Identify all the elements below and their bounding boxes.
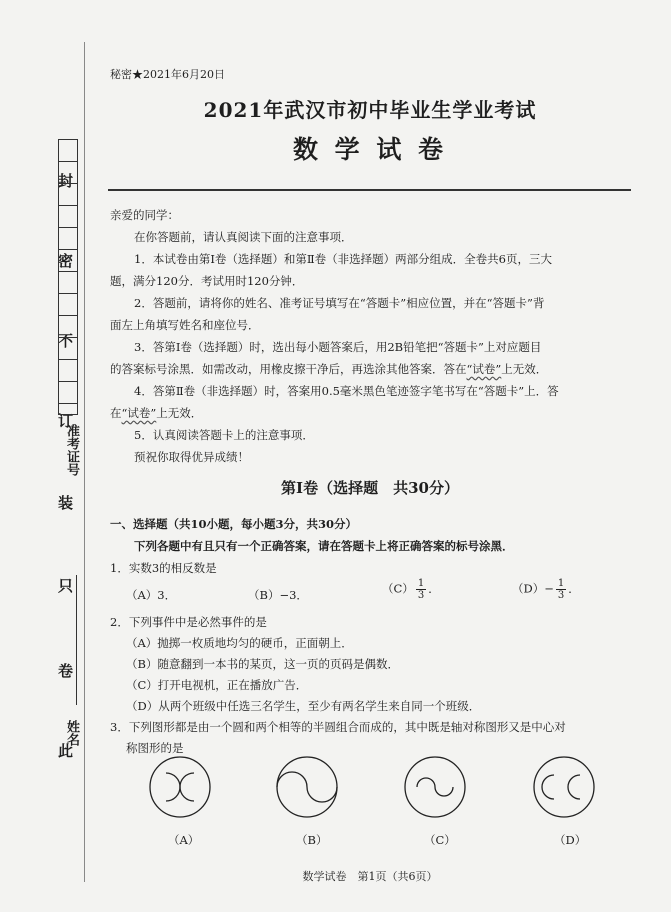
option-d-label: （D）− <box>512 581 554 596</box>
instruction-2-line-2: 面左上角填写姓名和座位号． <box>110 318 260 332</box>
exam-title: 2021年武汉市初中毕业生学业考试 <box>203 98 537 122</box>
figure-c-label: （C） <box>424 833 456 847</box>
instruction-1-line-1: 1．本试卷由第Ⅰ卷（选择题）和第Ⅱ卷（非选择题）两部分组成．全卷共6页，三大 <box>134 252 552 266</box>
question-1-option-d <box>512 578 580 601</box>
figure-d-semicircle-left <box>542 775 554 799</box>
paper-title: 数 学 试 卷 <box>292 135 448 164</box>
fraction-denominator: 3 <box>417 590 425 601</box>
question-2-option-c: （C）打开电视机，正在播放广告． <box>126 678 308 692</box>
question-1-option-a: （A）3． <box>126 588 177 602</box>
title-rule <box>108 189 631 191</box>
option-c-end: ． <box>428 581 440 596</box>
instruction-3-text-b: 上无效． <box>501 362 548 376</box>
instruction-5: 5．认真阅读答题卡上的注意事项． <box>134 428 314 442</box>
margin-char-3: 不 <box>58 332 74 350</box>
page-footer: 数学试卷 第1页（共6页） <box>302 870 438 883</box>
question-3-stem-line-2: 称图形的是 <box>126 741 184 755</box>
section-heading: 一、选择题（共10小题，每小题3分，共30分） <box>110 517 358 531</box>
instruction-4-line-1: 4．答第Ⅱ卷（非选择题）时，答案用0.5毫米黑色笔迹签字笔书写在“答题卡”上．答 <box>134 384 559 398</box>
greeting: 亲爱的同学： <box>110 208 179 222</box>
instruction-4-line-2 <box>110 405 202 421</box>
figure-a-label: （A） <box>168 833 200 847</box>
instruction-4-text-a: 在 <box>110 406 122 420</box>
figure-d-semicircle-right <box>568 775 580 799</box>
instruction-3-emphasis: “试卷” <box>466 362 502 376</box>
name-line <box>76 575 77 705</box>
margin-char-5: 装 <box>58 494 74 512</box>
figure-d-label: （D） <box>554 833 587 847</box>
figure-b <box>275 755 339 819</box>
margin-char-8: 此 <box>58 742 74 760</box>
admission-number-boxes <box>58 139 78 415</box>
figure-a-semicircle-left <box>166 773 180 801</box>
instruction-1-line-2: 题，满分120分．考试用时120分钟． <box>110 274 304 288</box>
instruction-3-line-1: 3．答第Ⅰ卷（选择题）时，选出每小题答案后，用2B铅笔把“答题卡”上对应题目 <box>134 340 542 354</box>
figure-b-s-curve <box>277 772 337 802</box>
margin-char-4: 订 <box>58 412 74 430</box>
good-luck-wish: 预祝你取得优异成绩！ <box>134 450 249 464</box>
figure-a <box>148 755 212 819</box>
binding-line <box>84 42 85 882</box>
option-d-end: ． <box>568 581 580 596</box>
instruction-4-emphasis: “试卷” <box>121 406 157 420</box>
figure-c <box>403 755 467 819</box>
instruction-3-text-a: 的答案标号涂黑．如需改动，用橡皮擦干净后，再选涂其他答案．答在 <box>110 362 467 376</box>
option-c-label: （C） <box>382 581 414 596</box>
section-note: 下列各题中有且只有一个正确答案，请在答题卡上将正确答案的标号涂黑． <box>134 539 514 553</box>
question-2-option-b: （B）随意翻到一本书的某页，这一页的页码是偶数． <box>126 657 399 671</box>
figure-d-circle <box>534 757 594 817</box>
margin-char-1: 封 <box>58 172 74 190</box>
question-2-option-d: （D）从两个班级中任选三名学生，至少有两名学生来自同一个班级． <box>126 699 481 713</box>
fraction-numerator: 1 <box>417 578 425 589</box>
fraction-one-third-negative <box>556 578 566 601</box>
figure-b-label: （B） <box>296 833 328 847</box>
admission-number-label: 准考证号 <box>64 424 79 476</box>
instruction-2-line-1: 2．答题前，请将你的姓名、准考证号填写在“答题卡”相应位置，并在“答题卡”背 <box>134 296 545 310</box>
question-2-option-a: （A）抛掷一枚质地均匀的硬币，正面朝上． <box>126 636 353 650</box>
question-3-stem-line-1: 3．下列图形都是由一个圆和两个相等的半圆组合而成的，其中既是轴对称图形又是中心对 <box>110 720 566 734</box>
instruction-4-text-b: 上无效． <box>156 406 203 420</box>
figure-d <box>532 755 596 819</box>
margin-char-2: 密 <box>58 252 74 270</box>
fraction-denominator: 3 <box>557 590 565 601</box>
question-1-stem: 1．实数3的相反数是 <box>110 561 217 575</box>
margin-char-7: 卷 <box>58 662 74 680</box>
secret-tag: 秘密★2021年6月20日 <box>110 68 225 81</box>
intro: 在你答题前，请认真阅读下面的注意事项． <box>134 230 353 244</box>
fraction-numerator: 1 <box>557 578 565 589</box>
name-label: 姓名 <box>64 720 79 746</box>
margin-char-6: 只 <box>58 577 74 595</box>
figure-c-s-curve <box>417 778 453 796</box>
instruction-3-line-2 <box>110 361 547 377</box>
figure-a-semicircle-right <box>180 773 194 801</box>
fraction-one-third <box>416 578 426 601</box>
part1-title: 第Ⅰ卷（选择题 共30分） <box>281 479 459 497</box>
question-1-option-c <box>382 578 440 601</box>
question-1-option-b: （B）−3． <box>248 588 308 602</box>
question-2-stem: 2．下列事件中是必然事件的是 <box>110 615 267 629</box>
